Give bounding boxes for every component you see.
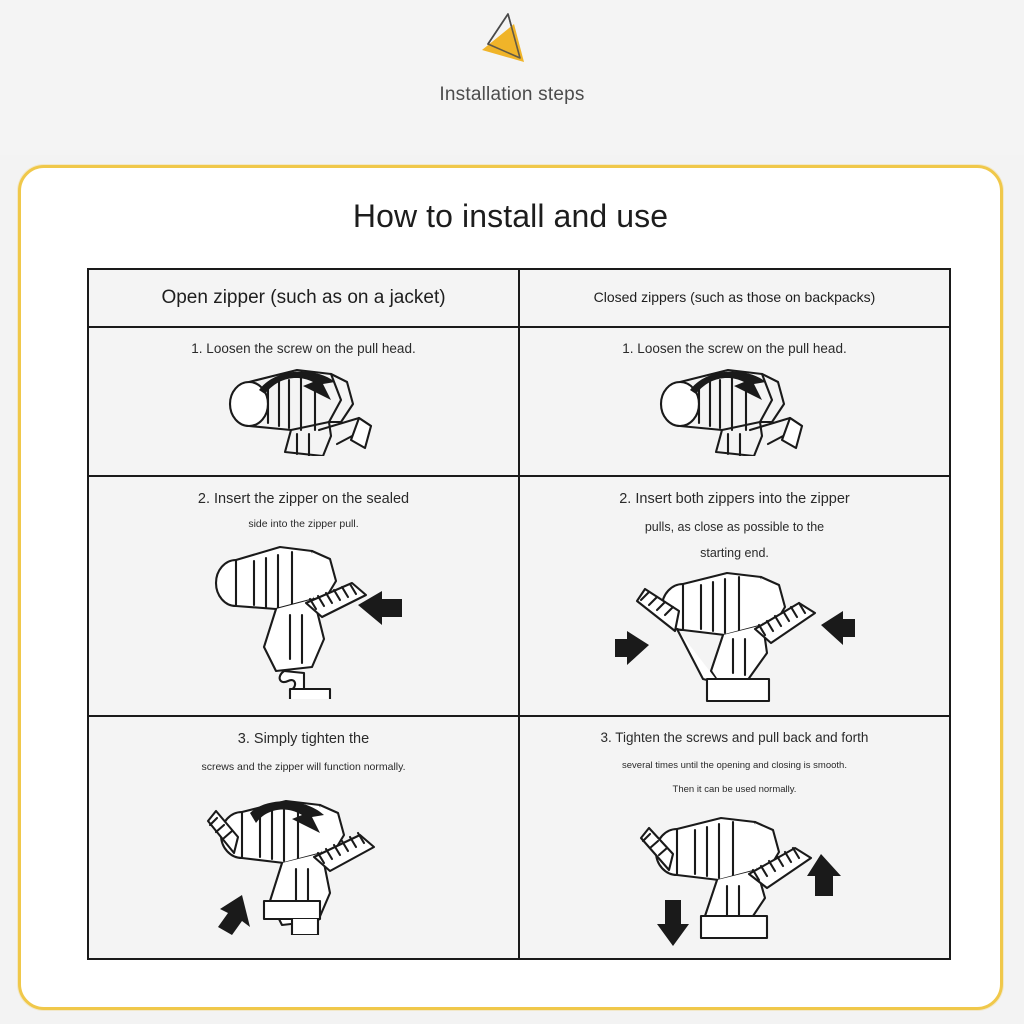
column-header-closed-zipper-label: Closed zippers (such as those on backpacks) [593,289,876,305]
step-text-line: 2. Insert the zipper on the sealed [197,491,410,507]
instruction-card [18,165,1003,1010]
column-header-open-zipper-label: Open zipper (such as on a jacket) [161,287,446,308]
table-row [88,327,950,476]
installation-steps-table [87,268,951,960]
insert-single-zipper-diagram [103,539,504,699]
step-cell-2-right [519,476,950,716]
step-cell-3-right [519,716,950,958]
step-cell-3-left [88,716,519,958]
page-header [0,0,1024,155]
step-text-line: Then it can be used normally. [672,783,797,795]
table-header-row [88,269,950,327]
page-title: How to install and use [352,198,669,234]
step-cell-2-left [88,476,519,716]
table-row [88,476,950,716]
step-text-line: several times until the opening and closing is smooth. [622,760,847,772]
step-text-line: screws and the zipper will function normally. [201,760,406,773]
triangle-logo-icon [462,6,548,68]
step-text-line: 1. Loosen the screw on the pull head. [191,341,416,356]
step-text-line: pulls, as close as possible to the [644,520,825,535]
step-text-line: starting end. [700,545,769,560]
tighten-screw-single-diagram [103,785,504,935]
column-header-closed-zipper [519,269,950,327]
step-text-line: side into the zipper pull. [248,518,359,531]
tighten-screw-both-diagram [534,804,935,950]
zipper-pull-loosen-screw-diagram [103,360,504,456]
brand-title: Installation steps [439,84,585,105]
step-cell-1-right [519,327,950,476]
step-text-line: 3. Tighten the screws and pull back and forth [600,730,869,746]
insert-both-zippers-diagram [534,567,935,707]
step-text-line: 3. Simply tighten the [237,731,370,748]
step-text-line: 2. Insert both zippers into the zipper [619,491,850,507]
step-cell-1-left [88,327,519,476]
step-text-line: 1. Loosen the screw on the pull head. [622,341,847,356]
table-row [88,716,950,958]
zipper-pull-loosen-screw-diagram [534,360,935,456]
column-header-open-zipper [88,269,519,327]
